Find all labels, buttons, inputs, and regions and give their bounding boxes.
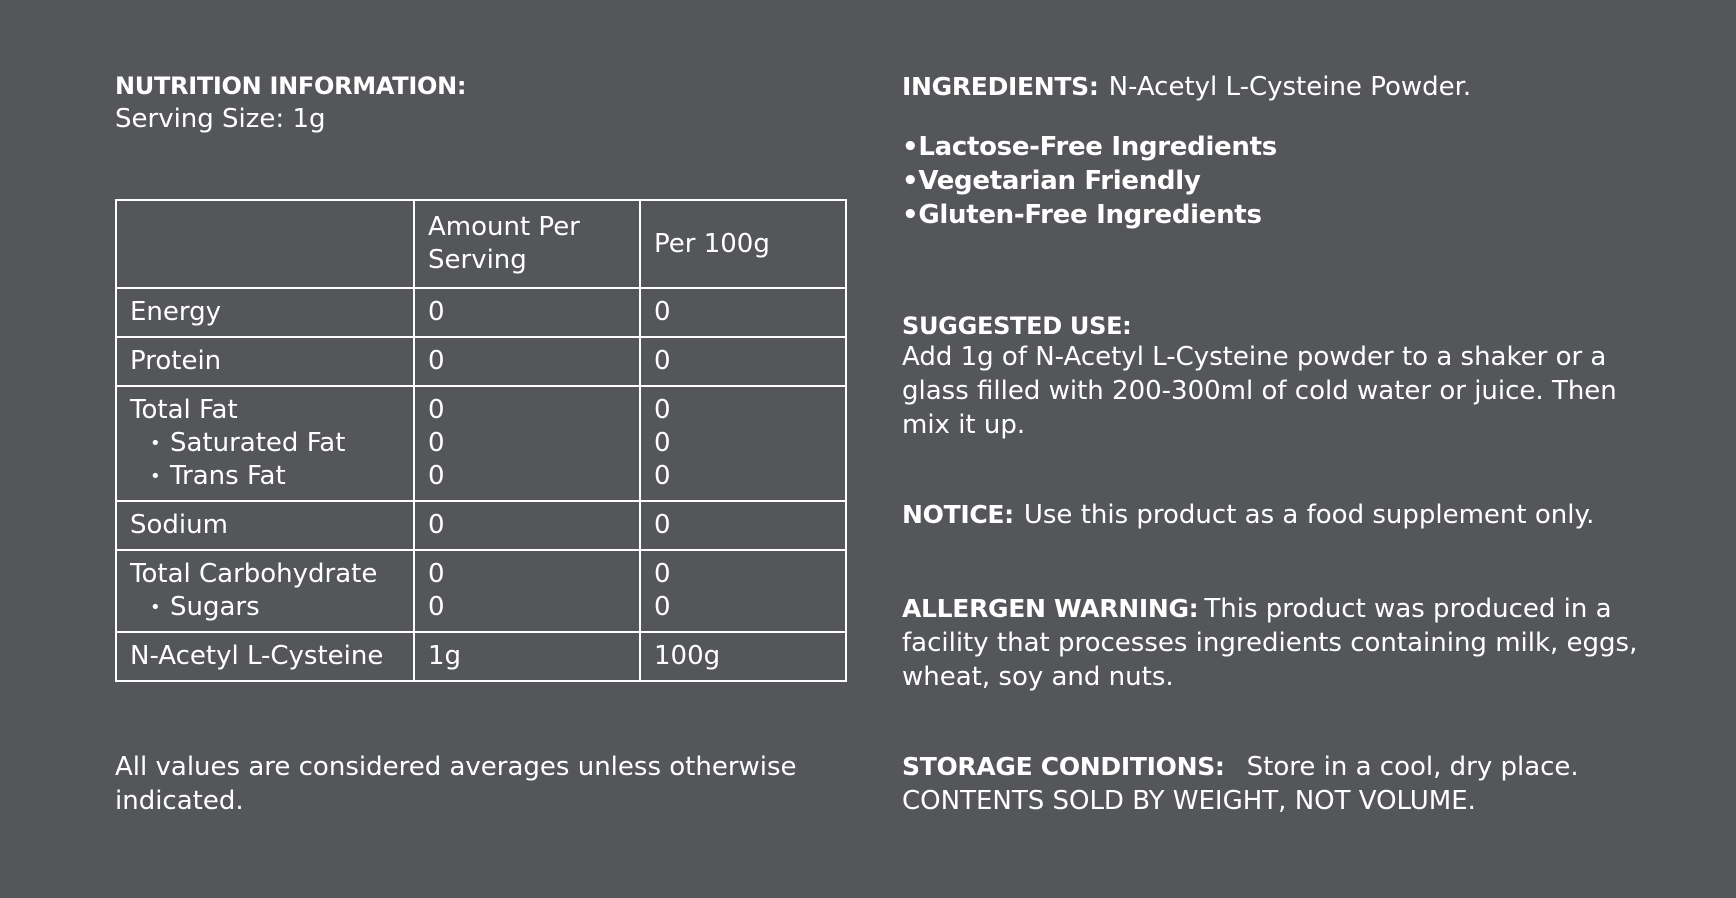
header-cell-amount-per-serving: Amount Per Serving xyxy=(414,200,640,288)
nutrient-name: Total Fat • Saturated Fat • Trans Fat xyxy=(116,386,414,501)
list-item: • Vegetarian Friendly xyxy=(902,164,1722,198)
sub-nutrient: • Saturated Fat xyxy=(130,427,400,460)
ingredients-text: N-Acetyl L-Cysteine Powder. xyxy=(1108,72,1472,102)
per100-value: 0 xyxy=(640,337,846,386)
nutrient-name: Total Carbohydrate • Sugars xyxy=(116,550,414,632)
table-row xyxy=(116,337,846,386)
nutrient-name: Sodium xyxy=(116,501,414,550)
notice-label: NOTICE: xyxy=(902,500,1014,529)
sub-nutrient: • Trans Fat xyxy=(130,460,400,493)
header-cell-per-100g: Per 100g xyxy=(640,200,846,288)
allergen-label: ALLERGEN WARNING: xyxy=(902,594,1199,623)
nutrient-name: Energy xyxy=(116,288,414,337)
serving-value: 0 xyxy=(414,288,640,337)
header-cell-empty xyxy=(116,200,414,288)
nutrition-section xyxy=(115,72,855,816)
storage-text: Store in a cool, dry place. xyxy=(1246,752,1579,782)
storage-block xyxy=(902,750,1722,818)
serving-value: 0 0 xyxy=(414,550,640,632)
serving-size: Serving Size: 1g xyxy=(115,104,326,134)
notice-block xyxy=(902,498,1722,532)
list-item: • Gluten-Free Ingredients xyxy=(902,198,1722,232)
suggested-use-block xyxy=(902,312,1642,442)
notice-text: Use this product as a food supplement only. xyxy=(1023,500,1595,530)
nutrient-name: Protein xyxy=(116,337,414,386)
table-row xyxy=(116,632,846,681)
table-header-row xyxy=(116,200,846,288)
serving-value: 0 0 0 xyxy=(414,386,640,501)
table-row xyxy=(116,386,846,501)
nutrition-footnote: All values are considered averages unless otherwise indicated. xyxy=(115,752,797,816)
per100-value: 0 xyxy=(640,288,846,337)
allergen-block xyxy=(902,592,1642,694)
serving-value: 0 xyxy=(414,501,640,550)
serving-value: 0 xyxy=(414,337,640,386)
storage-label: STORAGE CONDITIONS: xyxy=(902,752,1225,781)
allergen-text: This product was produced in a facility that processes ingredients containing milk, eggs, wheat, soy and nuts. xyxy=(902,594,1638,692)
ingredients-label: INGREDIENTS: xyxy=(902,72,1099,101)
nutrient-name: N-Acetyl L-Cysteine xyxy=(116,632,414,681)
per100-value: 0 0 xyxy=(640,550,846,632)
nutrition-title: NUTRITION INFORMATION: xyxy=(115,72,467,100)
table-row xyxy=(116,501,846,550)
serving-value: 1g xyxy=(414,632,640,681)
per100-value: 0 xyxy=(640,501,846,550)
per100-value: 0 0 0 xyxy=(640,386,846,501)
table-row xyxy=(116,550,846,632)
sub-nutrient: • Sugars xyxy=(130,591,400,624)
storage-note: CONTENTS SOLD BY WEIGHT, NOT VOLUME. xyxy=(902,786,1476,816)
suggested-use-text: Add 1g of N-Acetyl L-Cysteine powder to a shaker or a glass filled with 200-300ml of cold water or juice. Then mix it up. xyxy=(902,342,1617,440)
per100-value: 100g xyxy=(640,632,846,681)
feature-list xyxy=(902,130,1722,232)
ingredients-block xyxy=(902,70,1722,232)
suggested-use-label: SUGGESTED USE: xyxy=(902,312,1132,340)
nutrition-table xyxy=(115,199,847,682)
table-row xyxy=(116,288,846,337)
list-item: • Lactose-Free Ingredients xyxy=(902,130,1722,164)
